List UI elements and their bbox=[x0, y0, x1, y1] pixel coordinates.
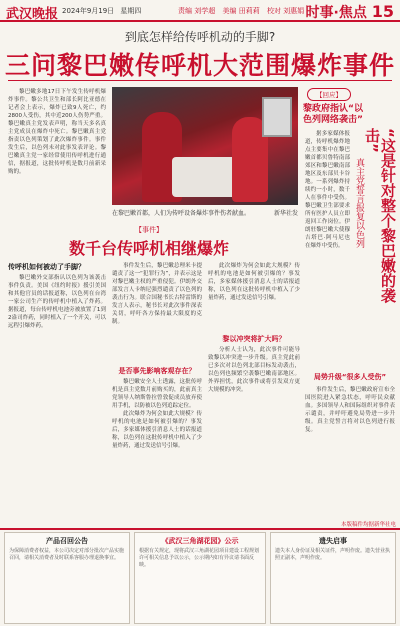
caption-text: 在黎巴嫩首都，人们为传呼设备爆炸事件伤者献血。 bbox=[112, 210, 251, 217]
wire-credit: 本版稿件均据新华社电 bbox=[340, 522, 396, 528]
sidebar-title: 黎政府指认“以色列网络袭击” bbox=[303, 104, 363, 125]
notice-title: 《武汉三角湖花园》公示 bbox=[161, 537, 239, 545]
notice-text: 根据有关规定，现将武汉三角湖花园项目建设工程规划许可相关信息予以公示，公示期内如有异议请书面反映。 bbox=[139, 548, 260, 568]
designer-credit: 美编 田莉莉 bbox=[222, 7, 260, 15]
article-paragraph: 事件发生后，黎巴嫩总理米卡提谴责了这一“犯罪行为”，并表示这是对黎巴嫩主权的严重侵犯。伊朗外交部发言人卡纳尼强烈谴责了以色列的袭击行为。联合国秘书长古特雷斯的发言人表示，秘书长对此次事件深表关切，呼吁各方保持最大限度的克制。 bbox=[112, 263, 202, 325]
section-label bbox=[306, 2, 394, 22]
article-paragraph: 此次爆炸为何会如此大规模？传呼机的电池是如何被引爆的？事发后，多家媒体援引消息人士的话报道称，以色列在这批传呼机中植入了少量炸药，通过发送信号引爆。 bbox=[112, 411, 202, 449]
notice-box bbox=[4, 532, 130, 624]
article-column bbox=[112, 378, 202, 524]
dateline bbox=[62, 6, 145, 16]
photo-credit: 新华社发 bbox=[273, 210, 298, 217]
notice-title: 产品召回公告 bbox=[46, 537, 88, 545]
sidebar-vertical-headline: “这是针对整个黎巴嫩的袭击” bbox=[363, 128, 397, 303]
article-column-left-top bbox=[8, 88, 106, 220]
section-headline: 数千台传呼机相继爆炸 bbox=[68, 239, 229, 258]
section-dot: · bbox=[333, 5, 339, 21]
sidebar-paragraph: 据多家媒体报道，传呼机爆炸地点主要集中在黎巴嫩首都贝鲁特南部郊区和黎巴嫩南部地区及东部贝卡谷地。一系列爆炸持续约一小时，数千人在事件中受伤。黎巴嫩卫生部要求所有医护人员立即返回工作岗位。伊朗驻黎巴嫩大使穆吉塔巴·阿马尼也在爆炸中受伤。 bbox=[305, 131, 350, 249]
box-paragraph: 事件发生后，黎巴嫩政府宣布全国医院进入紧急状态，呼吁民众献血。多国领导人和国际组织对事件表示谴责，并呼吁避免局势进一步升级。真主党誓言将对以色列进行报复。 bbox=[305, 387, 395, 433]
date: 2024年9月19日 bbox=[62, 7, 115, 15]
bottom-divider bbox=[0, 528, 400, 530]
editor-credit: 责编 刘学超 bbox=[178, 7, 216, 15]
question-heading: 黎以冲突将扩大吗？ bbox=[222, 335, 286, 343]
page-header bbox=[0, 0, 400, 22]
news-photo bbox=[112, 87, 298, 205]
article-column bbox=[8, 274, 106, 404]
photo-equipment bbox=[262, 97, 292, 137]
weekday: 星期四 bbox=[120, 7, 142, 15]
section-sub: 焦点 bbox=[338, 5, 367, 21]
question-heading: 是否事先影响客观存在？ bbox=[118, 367, 196, 375]
sidebar-vertical-subtitle: 真主党誓言报复以色列 bbox=[354, 158, 364, 248]
article-column bbox=[208, 262, 300, 332]
article-paragraph: 黎巴嫩安全人士透露，这批传呼机是真主党数月前购买的，此前真主党领导人纳斯鲁拉曾敦促成员放弃使用手机，以防被以色列追踪定位。 bbox=[112, 379, 202, 409]
article-column bbox=[112, 262, 202, 362]
article-paragraph: 分析人士认为，此次事件可能导致黎以冲突进一步升级。真主党此前已多次对以色列北部目标发动袭击，以色列也频繁空袭黎巴嫩南部地区。外界担忧，此次事件或将引发双方更大规模的冲突。 bbox=[208, 347, 300, 393]
article-paragraph: 黎巴嫩外交部指认以色列为该袭击事件负责。美国《纽约时报》援引美国和其他官员的话报道称，以色列在台湾一家公司生产的传呼机中植入了炸药。据报道，每台传呼机电池旁被放置了1到2盎司炸药，同时植入了一个开关，可以远程引爆炸药。 bbox=[8, 275, 106, 329]
article-kicker: 到底怎样给传呼机动的手脚? bbox=[124, 30, 276, 44]
headline-divider bbox=[8, 80, 392, 81]
sidebar-tag: 【回应】 bbox=[307, 88, 351, 101]
notice-box bbox=[270, 532, 396, 624]
box-column bbox=[305, 386, 395, 516]
sidebar-column bbox=[305, 130, 350, 360]
notice-box bbox=[134, 532, 266, 624]
article-paragraph: 黎巴嫩多地17日下午发生传呼机爆炸事件。黎公共卫生和部长阿比亚德在记者会上表示，爆炸已致9人死亡，约2800人受伤，其中近200人伤势严重。黎巴嫩真主党发表声明，称当天多名真主党成员在爆炸中死亡。黎巴嫩真主党指责以色列策划了此次爆炸事件。事件发生后，以色列未对此事发表评论。黎巴嫩真主党一家经常使用传呼机进行通信，据报道，这批传呼机是数月前新采购的。 bbox=[8, 89, 106, 175]
article-paragraph: 此次爆炸为何会如此大规模？传呼机的电池是如何被引爆的？事发后，多家媒体援引消息人士的话报道称，以色列在这批传呼机中植入了少量炸药，通过发送信号引爆。 bbox=[208, 263, 300, 301]
article-headline: 三问黎巴嫩传呼机大范围爆炸事件 bbox=[4, 51, 395, 80]
photo-caption bbox=[112, 208, 298, 217]
page-number: 15 bbox=[371, 2, 394, 21]
staff-credits bbox=[178, 6, 309, 16]
proofreader-credit: 校对 刘惠娟 bbox=[266, 7, 305, 15]
section-kicker: 【事件】 bbox=[135, 226, 163, 234]
notice-text: 遗失本人身份证及相关证件，声明作废。遗失营业执照正副本，声明作废。 bbox=[275, 548, 391, 561]
newspaper-masthead: 武汉晚报 bbox=[6, 7, 59, 22]
question-heading: 传呼机如何被动了手脚？ bbox=[8, 263, 85, 271]
article-column bbox=[208, 346, 300, 524]
notice-title: 遗失启事 bbox=[319, 537, 347, 545]
notice-text: 为保障消费者权益，本公司决定对部分批次产品实施召回，请相关消费者及时联系客服办理退换事宜。 bbox=[9, 548, 125, 561]
section-name: 时事 bbox=[305, 5, 334, 21]
box-title: 局势升级“很多人受伤” bbox=[313, 373, 387, 381]
